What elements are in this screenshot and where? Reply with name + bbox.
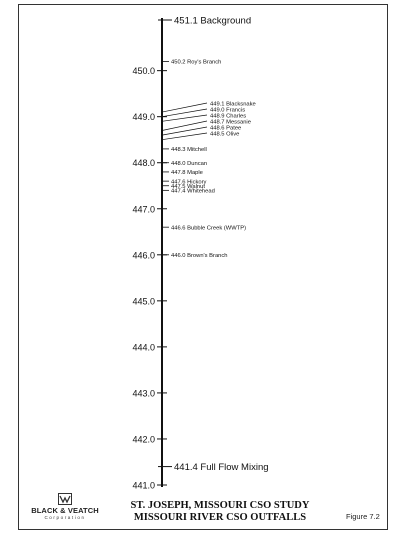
outfall-label: 447.5 Walnut [171, 184, 205, 191]
large-marker-label: 441.4 Full Flow Mixing [174, 462, 269, 474]
black-veatch-logo-icon [58, 493, 72, 505]
outfall-markers [162, 60, 256, 259]
logo-subtitle: Corporation [44, 515, 86, 520]
outfall-label: 446.0 Brown's Branch [171, 253, 228, 260]
company-logo [26, 493, 104, 520]
figure-number: Figure 7.2 [346, 512, 380, 521]
outfall-leader-line [162, 115, 207, 121]
outfall-label: 448.3 Mitchell [171, 147, 207, 154]
outfall-label: 449.0 Francis [210, 107, 246, 114]
outfall-label: 446.6 Bubble Creek (WWTP) [171, 225, 247, 232]
large-markers [158, 16, 269, 474]
outfall-leader-line [162, 103, 207, 112]
outfall-label: 447.6 Hickory [171, 179, 207, 186]
figure-title-line-2: MISSOURI RIVER CSO OUTFALLS [133, 512, 307, 523]
major-tick-label: 442.0 [132, 434, 155, 445]
major-tick-label: 445.0 [132, 296, 155, 307]
outfall-label: 448.7 Messanie [210, 119, 251, 126]
outfall-leader-line [162, 109, 207, 117]
major-tick-label: 444.0 [132, 342, 155, 353]
outfall-label: 450.2 Roy's Branch [171, 59, 222, 66]
outfall-label: 447.4 Whitehead [171, 188, 215, 195]
outfall-label: 448.9 Charles [210, 113, 247, 120]
major-tick-label: 449.0 [132, 112, 155, 123]
major-tick-label: 441.0 [132, 480, 155, 491]
outfall-label: 448.6 Patee [210, 125, 242, 132]
outfall-label: 447.8 Maple [171, 170, 203, 177]
major-tick-label: 443.0 [132, 388, 155, 399]
figure-title-line-1: ST. JOSEPH, MISSOURI CSO STUDY [130, 500, 310, 511]
large-marker-label: 451.1 Background [174, 15, 252, 27]
outfall-label: 449.1 Blacksnake [210, 101, 256, 108]
major-tick-label: 446.0 [132, 250, 155, 261]
major-tick-label: 450.0 [132, 66, 155, 77]
figure-title-block [110, 500, 330, 524]
logo-name: BLACK & VEATCH [31, 506, 99, 515]
outfall-label: 448.5 Olive [210, 131, 240, 138]
major-tick-label: 447.0 [132, 204, 155, 215]
outfall-leader-line [162, 121, 207, 130]
major-tick-label: 448.0 [132, 158, 155, 169]
outfall-label: 448.0 Duncan [171, 161, 208, 168]
